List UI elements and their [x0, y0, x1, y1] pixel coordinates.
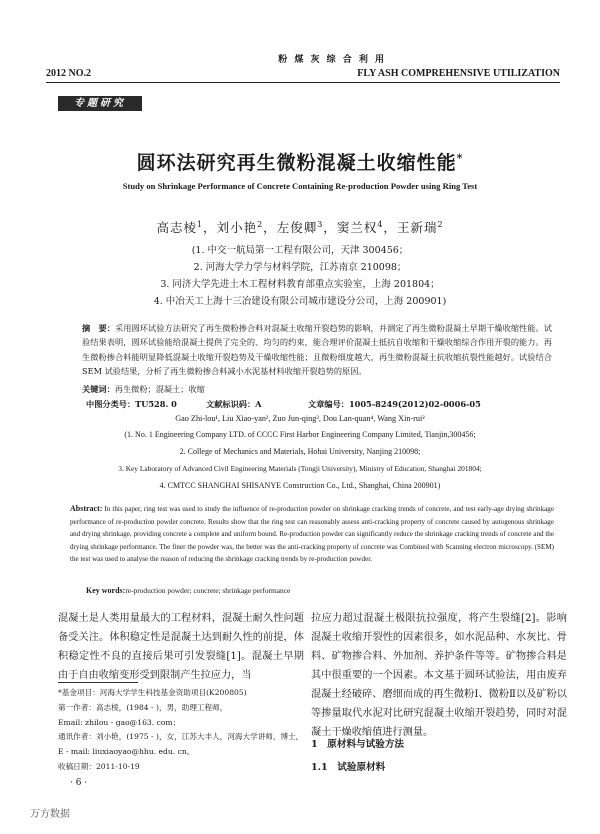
subsection-heading: 1.1 试验原材料: [311, 762, 386, 773]
affiliation-cn: 4. 中冶天工上海十三冶建设有限公司城市建设分公司，上海 200901): [153, 296, 447, 307]
footnotes: [58, 686, 308, 775]
author-name: 王新瑞: [396, 220, 438, 235]
section-heading: 1 原材料与试验方法: [311, 739, 405, 750]
affiliation-en: (1. No. 1 Engineering Company LTD. of CCCC First Harbor Engineering Company Limited, Tianjin,300456;: [124, 430, 476, 439]
author-name: 左俊卿: [276, 220, 318, 235]
header-rule: [46, 82, 560, 83]
footnote-received-date: 收稿日期：2011-10-19: [58, 761, 140, 771]
abstract-en: Abstract: In this paper, ring test was used to study the influence of re-production powder on shrinkage cracking trends of concrete, and test early-age drying shrinkage performance of re-production powder concrete. Results show that the ring test can reasonably assess anti-cracking property of concrete caused by autogenous shrinkage and drying shrinkage, providing concrete a complete and uniform bound. Re-production powder can significantly reduce the shrinkage cracking trends of concrete and the drying shrinkage performance. The finer the powder was, the better was the anti-cracking property of concrete was Combined with Scanning electron microscopy. (SEM) the test was used to analyse the reason of reducing the shrinkage cracking trends by re-production powder.: [70, 504, 554, 564]
footnote-rule: [58, 682, 138, 683]
page-number: · 6 ·: [70, 778, 88, 788]
footnote-first-author: 第一作者：高志棱，(1984 - )，男，助理工程师，: [58, 702, 228, 712]
paper-title-en: Study on Shrinkage Performance of Concrete Containing Re-production Powder using Ring Test: [122, 181, 478, 191]
author-name: 刘小艳: [216, 220, 258, 235]
classification-row: 中图分类号：TU528. 0 文献标识码：A 文章编号：1005-8249(2012)02-0006-05: [86, 399, 481, 409]
abstract-cn: 摘 要：采用圆环试验方法研究了再生微粉掺合料对混凝土收缩开裂趋势的影响，并测定了再生微粉混凝土早期干燥收缩性能。试验结果表明，圆环试验能给混凝土提供了完全的、均匀的约束，能合理评价混凝土抵抗自收缩和干燥收缩综合作用开裂的能力。再生微粉掺合料能明显降低混凝土收缩开裂趋势及干燥收缩性能；且微粉细度越大，再生微粉混凝土抗收缩抗裂性能越好。试验结合 SEM 试验结果，分析了再生微粉掺合料减小水泥基材料收缩开裂趋势的原因。: [82, 323, 552, 376]
author-name: 高志棱: [156, 220, 197, 235]
footnote-corresponding-author: 通讯作者：刘小艳，(1975 - )，女，江苏大丰人，河海大学讲师，博士，E - mail: liuxiaoyao@hhu. edu. cn。: [58, 732, 304, 757]
affiliation-cn: (1. 中交一航局第一工程有限公司，天津 300456；: [191, 245, 409, 256]
affiliation-en: 2. College of Mechanics and Materials, Hohai University, Nanjing 210098;: [179, 447, 421, 456]
affiliation-en: 4. CMTCC SHANGHAI SHISANYE Construction Co., Ltd., Shanghai, China 200901): [159, 481, 441, 490]
author-list-en: Gao Zhi-lou¹, Liu Xiao-yan², Zuo Jun-qing³, Dou Lan-quan⁴, Wang Xin-rui²: [175, 414, 425, 423]
keywords-cn: 关键词：再生微粉；混凝土；收缩: [82, 384, 205, 394]
affiliation-en: 3. Key Laboratory of Advanced Civil Engineering Materials (Tongji University), Ministry of Education, Shanghai 201804;: [118, 464, 482, 473]
column-label: 专题研究: [58, 96, 142, 111]
paper-title-cn: 圆环法研究再生微粉混凝土收缩性能*: [136, 151, 464, 174]
author-name: 窦兰权: [336, 220, 378, 235]
keywords-en: Key words:re-production powder; concrete; shrinkage performance: [86, 586, 291, 595]
issue-label: 2012 NO.2: [46, 68, 91, 79]
footnote-email: Email: zhilou - gao@163. com；: [58, 717, 181, 727]
journal-name-en: FLY ASH COMPREHENSIVE UTILIZATION: [357, 68, 560, 79]
affiliation-cn: 2. 河海大学力学与材料学院，江苏南京 210098；: [193, 262, 407, 273]
body-text-right: 拉应力超过混凝土极限抗拉强度，将产生裂缝[2]。影响混凝土收缩开裂性的因素很多，如水泥品种、水灰比、骨料、矿物掺合料、外加剂、养护条件等等。矿物掺合料是其中很重要的一个因素。本文基于圆环试验法，用由废弃混凝土经破碎、磨细而成的再生微粉Ⅰ、微粉Ⅱ以及矿粉以等掺量取代水泥对比研究混凝土收缩开裂趋势，同时对混凝土干燥收缩值进行测量。: [311, 613, 567, 738]
author-list-cn: 高志棱$^1$，刘小艳$^2$，左俊卿$^3$，窦兰权$^4$，王新瑞$^2$: [156, 219, 444, 235]
journal-name-cn: 粉 煤 灰 综 合 利 用: [278, 55, 386, 65]
footnote-funding: *基金项目：河海大学学生科技基金资助项目(K200805): [58, 688, 247, 697]
body-text-left: 混凝土是人类用量最大的工程材料，混凝土耐久性问题备受关注。体积稳定性是混凝土达到耐久性的前提，体积稳定性不良的直接后果可引发裂缝[1]。混凝土早期由于自由收缩变形受到限制产生拉应力，当: [58, 613, 304, 681]
database-watermark: 万方数据: [30, 809, 70, 820]
affiliation-cn: 3. 同济大学先进土木工程材料教育部重点实验室，上海 201804；: [160, 279, 440, 290]
